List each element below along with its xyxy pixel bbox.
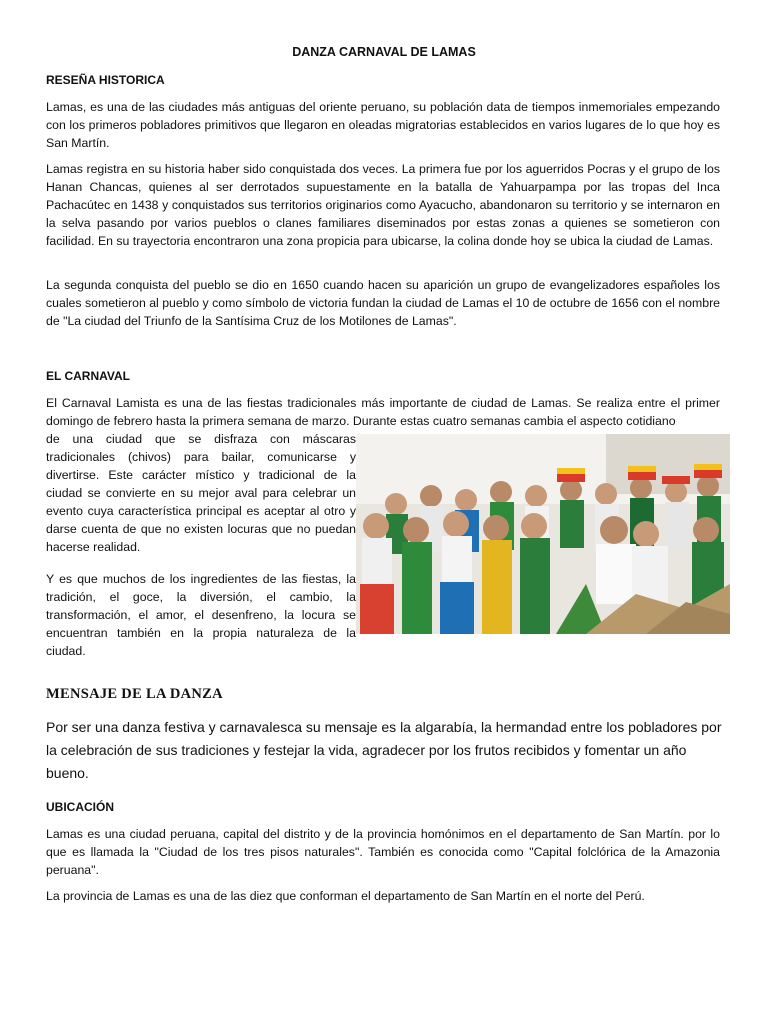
paragraph-mensaje: Por ser una danza festiva y carnavalesca su mensaje es la algarabía, la hermandad entre los pobladores por la celebración de sus tradiciones y festejar la vida, agradecer por los frutos recibidos y fomentar un año bueno. [46, 719, 722, 781]
paragraph-carnaval-1b: de una ciudad que se disfraza con máscaras tradicionales (chivos) para bailar, comunicarse y divertirse. Este carácter místico y tradicional de la ciudad se convierte en su mejor aval para celebrar un evento cuya característica principal es aceptar al otro y darse cuenta de que no existen locuras que no puedan hacerse realidad. [46, 432, 356, 554]
paragraph-ubicacion-1: Lamas es una ciudad peruana, capital del distrito y de la provincia homónimos en el departamento de San Martín. por lo que es llamada la "Ciudad de los tres pisos naturales". También es conocida como "Capital folclórica de la Amazonia peruana". [46, 827, 720, 877]
paragraph-resena-2: Lamas registra en su historia haber sido conquistada dos veces. La primera fue por los aguerridos Pocras y el grupo de los Hanan Chancas, quienes al ser derrotados supuestamente en la batalla de Yahuarpampa por las tropas del Inca Pachacútec en 1438 y conquistados sus territorios originarios como Ayacucho, abandonaron su territorio y se internaron en la selva pasando por varios pueblos o clanes familiares diseminados por estas zonas a quienes se sometieron con facilidad. En su trayectoria encontraron una zona propicia para ubicarse, la colina donde hoy se ubica la ciudad de Lamas. [46, 162, 720, 248]
paragraph-carnaval-1a: El Carnaval Lamista es una de las fiestas tradicionales más importante de ciudad de Lamas. Se realiza entre el primer domingo de febrero hasta la primera semana de marzo. Durante estas cuatro semanas cambia el aspecto cotidiano [46, 396, 720, 428]
paragraph-ubicacion-2: La provincia de Lamas es una de las diez que conforman el departamento de San Martín en el norte del Perú. [46, 889, 645, 903]
heading-ubicacion: UBICACIÓN [46, 800, 114, 814]
heading-carnaval: EL CARNAVAL [46, 369, 130, 383]
heading-resena: RESEÑA HISTORICA [46, 73, 165, 87]
paragraph-resena-1: Lamas, es una de las ciudades más antiguas del oriente peruano, su población data de tiempos inmemoriales empezando con los primeros pobladores primitivos que llegaron en oleadas migratorias establecidos en varios lugares de lo que hoy es San Martín. [46, 100, 720, 150]
document-title: DANZA CARNAVAL DE LAMAS [292, 45, 476, 59]
paragraph-resena-3: La segunda conquista del pueblo se dio en 1650 cuando hacen su aparición un grupo de evangelizadores españoles los cuales sometieron al pueblo y como símbolo de victoria fundan la ciudad de Lamas el 10 de octubre de 1656 con el nombre de "La ciudad del Triunfo de la Santísima Cruz de los Motilones de Lamas". [46, 278, 721, 328]
paragraph-carnaval-2: Y es que muchos de los ingredientes de las fiestas, la tradición, el goce, la diversión, el cambio, la transformación, el amor, el desenfreno, la locura se encuentran también en la propia naturaleza de la ciudad. [46, 572, 356, 658]
heading-mensaje: MENSAJE DE LA DANZA [46, 686, 223, 702]
carnival-dancers-photo [356, 434, 730, 634]
